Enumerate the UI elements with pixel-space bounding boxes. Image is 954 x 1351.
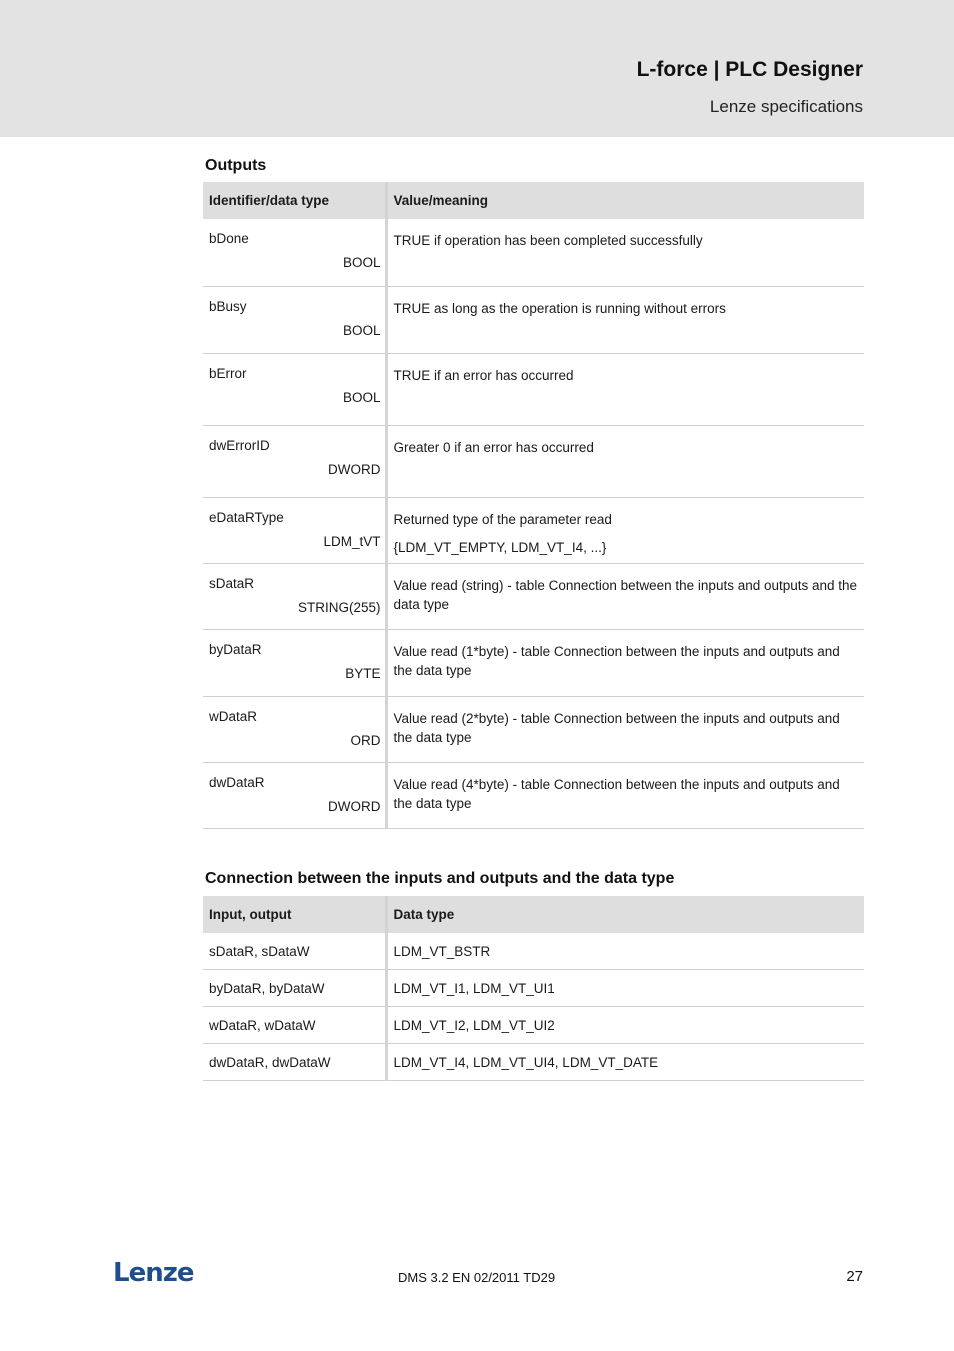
io-cell: wDataR, wDataW [203, 1007, 386, 1044]
table-row [203, 353, 864, 425]
data-type: BOOL [342, 389, 381, 405]
table-row [203, 1007, 864, 1044]
meaning: TRUE as long as the operation is running without errors [393, 300, 726, 316]
meaning: Value read (1*byte) - table Connection between the inputs and outputs and the data type [393, 643, 840, 678]
meaning-cell [386, 563, 864, 629]
column-header: Data type [386, 896, 864, 933]
meaning-cell [386, 762, 864, 828]
document-subtitle: Lenze specifications [709, 97, 863, 116]
column-header: Input, output [203, 896, 386, 933]
data-type: BOOL [342, 255, 381, 270]
meaning: Returned type of the parameter read [393, 511, 612, 527]
table-row [203, 970, 864, 1007]
datatype-cell: LDM_VT_I2, LDM_VT_UI2 [386, 1007, 864, 1044]
lenze-logo: Lenze [113, 1258, 194, 1288]
table-row [203, 933, 864, 970]
meaning-cell [386, 696, 864, 762]
identifier-cell [203, 286, 386, 353]
data-type: BOOL [342, 322, 381, 338]
meaning: TRUE if operation has been completed successfully [393, 233, 703, 248]
document-id: DMS 3.2 EN 02/2011 TD29 [398, 1270, 556, 1285]
table-row [203, 286, 864, 353]
table-row [203, 696, 864, 762]
column-header: Value/meaning [386, 182, 864, 219]
identifier-cell [203, 425, 386, 497]
identifier-cell [203, 497, 386, 563]
table-header-row [203, 896, 864, 933]
io-cell: sDataR, sDataW [203, 933, 386, 970]
page-header [0, 0, 954, 137]
identifier: bBusy [209, 298, 247, 314]
connection-table [203, 896, 864, 1081]
data-type: DWORD [328, 461, 381, 477]
identifier: bError [209, 365, 247, 381]
data-type: BYTE [345, 665, 381, 681]
table-row [203, 563, 864, 629]
data-type: DWORD [328, 798, 381, 814]
io-cell: byDataR, byDataW [203, 970, 386, 1007]
identifier-cell [203, 219, 386, 286]
table-row [203, 1044, 864, 1081]
meaning-detail: {LDM_VT_EMPTY, LDM_VT_I4, ...} [393, 539, 607, 555]
meaning-cell [386, 425, 864, 497]
identifier: wDataR [209, 708, 258, 724]
table-row [203, 425, 864, 497]
identifier: bDone [209, 231, 249, 246]
identifier-cell [203, 762, 386, 828]
meaning: Greater 0 if an error has occurred [393, 439, 594, 455]
table-row [203, 497, 864, 563]
data-type: ORD [350, 732, 381, 748]
meaning-cell [386, 219, 864, 286]
identifier: dwDataR [209, 774, 265, 790]
identifier-cell [203, 696, 386, 762]
io-cell: dwDataR, dwDataW [203, 1044, 386, 1081]
identifier: dwErrorID [209, 437, 270, 453]
datatype-cell: LDM_VT_BSTR [386, 933, 864, 970]
datatype-cell: LDM_VT_I1, LDM_VT_UI1 [386, 970, 864, 1007]
meaning: Value read (2*byte) - table Connection between the inputs and outputs and the data type [393, 710, 840, 745]
meaning: TRUE if an error has occurred [393, 367, 574, 383]
identifier: byDataR [209, 641, 262, 657]
meaning-cell [386, 497, 864, 563]
data-type: STRING(255) [297, 599, 381, 615]
identifier-cell [203, 353, 386, 425]
table-row [203, 629, 864, 696]
connection-heading: Connection between the inputs and outputs and the data type [205, 870, 675, 887]
meaning: Value read (string) - table Connection between the inputs and outputs and the data type [393, 577, 858, 612]
table-row [203, 219, 864, 286]
table-header-row [203, 182, 864, 219]
identifier-cell [203, 563, 386, 629]
column-header: Identifier/data type [203, 182, 386, 219]
outputs-heading: Outputs [205, 157, 267, 174]
meaning: Value read (4*byte) - table Connection between the inputs and outputs and the data type [393, 776, 840, 811]
meaning-cell [386, 286, 864, 353]
outputs-table [203, 182, 864, 829]
identifier: sDataR [209, 575, 255, 591]
meaning-cell [386, 629, 864, 696]
identifier-cell [203, 629, 386, 696]
datatype-cell: LDM_VT_I4, LDM_VT_UI4, LDM_VT_DATE [386, 1044, 864, 1081]
document-title: L-force | PLC Designer [636, 58, 863, 81]
data-type: LDM_tVT [323, 533, 381, 549]
page-number: 27 [846, 1268, 863, 1285]
identifier: eDataRType [209, 509, 284, 525]
table-row [203, 762, 864, 828]
meaning-cell [386, 353, 864, 425]
